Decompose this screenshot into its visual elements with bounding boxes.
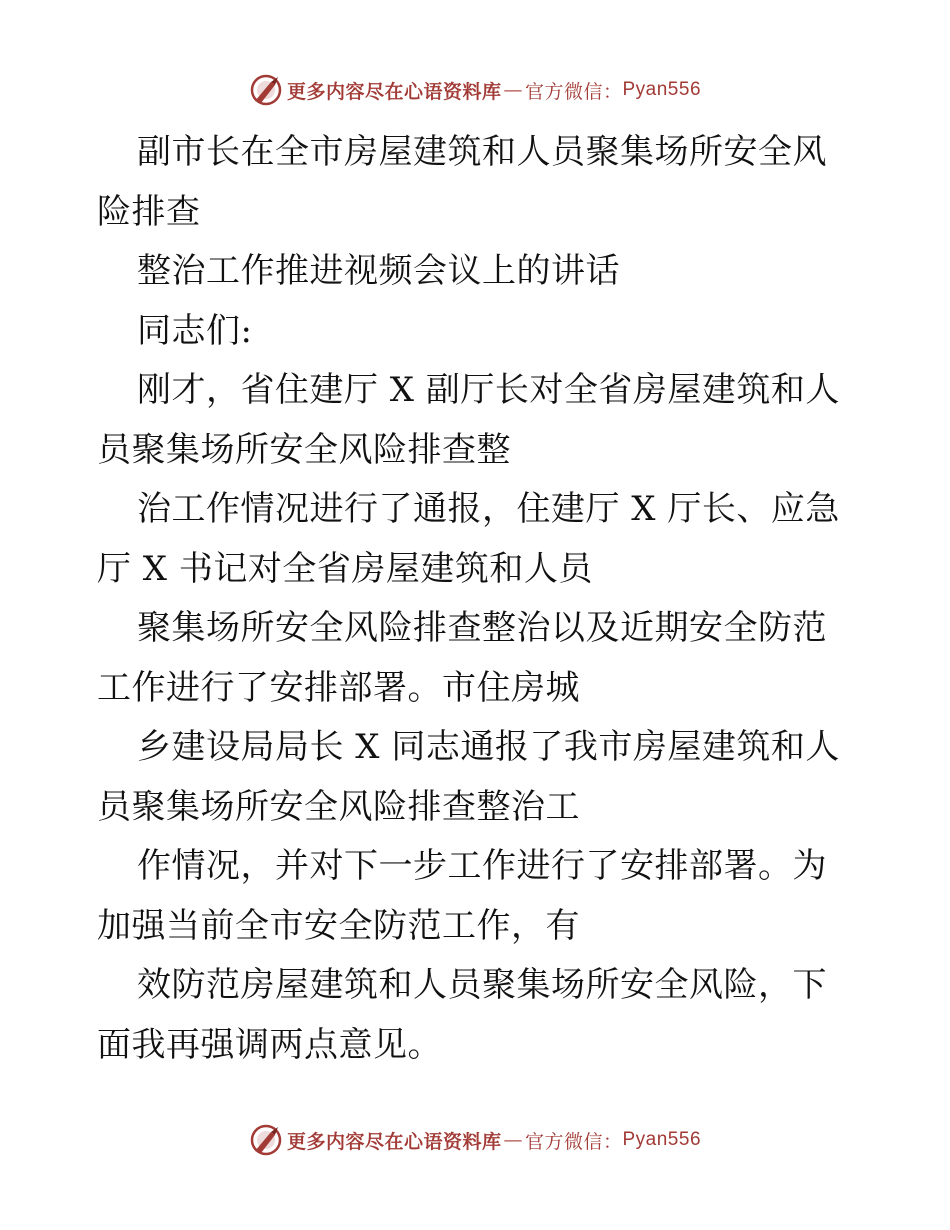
watermark-brand: 更多内容尽在心语资料库 xyxy=(286,1130,502,1153)
watermark-account: Pyan556 xyxy=(622,79,702,100)
watermark-separator: — xyxy=(503,1129,523,1151)
paragraph-title-line-1: 副市长在全市房屋建筑和人员聚集场所安全风险排查 xyxy=(97,132,827,232)
paragraph-body-6: 效防范房屋建筑和人员聚集场所安全风险，下面我再强调两点意见。 xyxy=(97,965,827,1065)
paragraph-body-1: 刚才，省住建厅 X 副厅长对全省房屋建筑和人员聚集场所安全风险排查整 xyxy=(97,370,840,470)
quill-pen-seal-icon xyxy=(249,1123,283,1157)
watermark-separator: — xyxy=(503,79,523,101)
footer-watermark xyxy=(0,1120,950,1160)
watermark-account: Pyan556 xyxy=(622,1129,702,1150)
quill-pen-seal-icon xyxy=(249,73,283,107)
paragraph-body-2: 治工作情况进行了通报，住建厅 X 厅长、应急厅 X 书记对全省房屋建筑和人员 xyxy=(97,489,840,589)
paragraph-body-3: 聚集场所安全风险排查整治以及近期安全防范工作进行了安排部署。市住房城 xyxy=(97,608,827,708)
watermark-label: 官方微信： xyxy=(524,80,623,103)
document-body xyxy=(97,123,857,1075)
paragraph-salutation: 同志们: xyxy=(137,310,253,351)
paragraph-body-5: 作情况，并对下一步工作进行了安排部署。为加强当前全市安全防范工作，有 xyxy=(97,846,827,946)
paragraph-title-line-2: 整治工作推进视频会议上的讲话 xyxy=(137,251,620,291)
watermark-label: 官方微信： xyxy=(524,1130,623,1153)
header-watermark xyxy=(0,70,950,110)
watermark-brand: 更多内容尽在心语资料库 xyxy=(286,80,502,103)
paragraph-body-4: 乡建设局局长 X 同志通报了我市房屋建筑和人员聚集场所安全风险排查整治工 xyxy=(97,727,840,827)
